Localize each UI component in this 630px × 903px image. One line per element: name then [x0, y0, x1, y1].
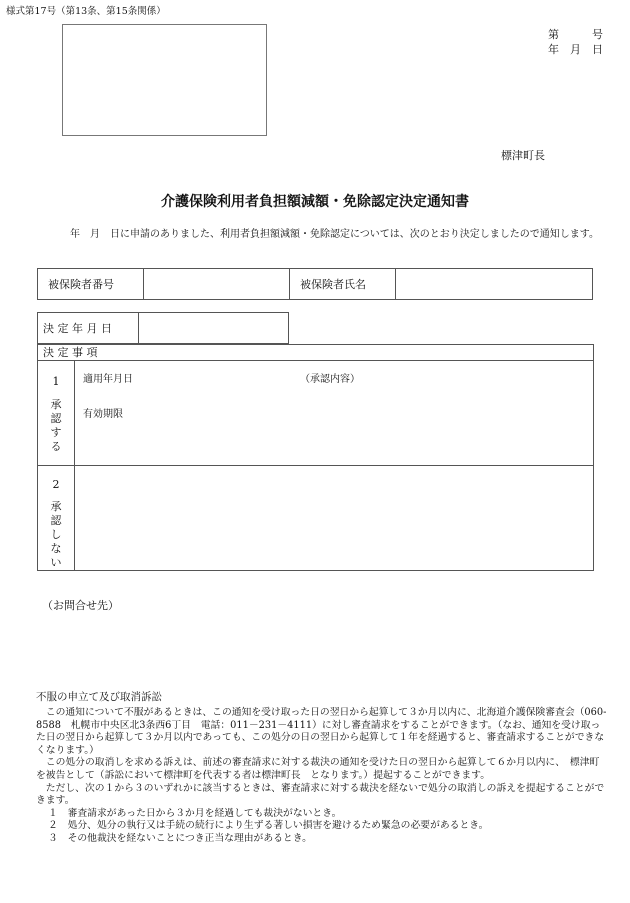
decision-date-table: [37, 312, 289, 344]
approve-row: [38, 361, 593, 466]
insured-name-value: [396, 269, 593, 300]
decision-date-value: [139, 313, 289, 344]
appeal-paragraph-3: ただし、次の１から３のいずれかに該当するときは、審査請求に対する裁決を経ないで処分の取消しの訴えを提起することができます。: [36, 782, 605, 807]
address-window-box: [62, 24, 267, 136]
document-date: 年 月 日: [548, 43, 603, 56]
decision-section: [37, 344, 594, 571]
apply-date-label: 適用年月日: [83, 374, 133, 385]
insured-number-value: [144, 269, 290, 300]
decision-date-label: 決 定 年 月 日: [38, 313, 139, 344]
appeal-paragraph-2: この処分の取消しを求める訴えは、前述の審査請求に対する裁決の通知を受けた日の翌日から起算して６か月以内に、 標津町を被告として（訴訟において標津町を代表する者は標津町長 となります。）提起することができます。: [36, 757, 600, 781]
appeal-item: １ 審査請求があった日から３か月を経過しても裁決がないとき。: [48, 807, 342, 819]
contact-label: （お問合せ先）: [42, 599, 119, 612]
reject-label: 承認しない: [50, 500, 62, 569]
insured-number-label: 被保険者番号: [38, 269, 144, 300]
reject-number: 2: [52, 478, 60, 491]
form-number: 様式第17号（第13条、第15条関係）: [6, 6, 166, 17]
approve-side-label: [38, 361, 75, 465]
appeal-text: [36, 707, 608, 846]
appeal-item: ３ その他裁決を経ないことにつき正当な理由があるとき。: [48, 832, 312, 844]
reject-side-label: [38, 466, 75, 570]
approval-content-label: （承認内容）: [300, 374, 360, 385]
validity-label: 有効期限: [83, 409, 123, 420]
appeal-paragraph-1: この通知について不服があるときは、この通知を受け取った日の翌日から起算して３か月以内に、北海道介護保険審査会（060-8588 札幌市中央区北3条西6丁目 電話：011－231－4111）に対し審査請求をすることができます。（なお、通知を受け取った日の翌日から起算して３か月以内であっても、この処分の日の翌日から起算して１年を経過すると、審査請求することができなくなります。）: [36, 707, 607, 756]
decision-header: 決 定 事 項: [38, 345, 593, 361]
document-title: 介護保険利用者負担額減額・免除認定決定通知書: [161, 194, 469, 210]
insured-name-label: 被保険者氏名: [290, 269, 396, 300]
appeal-item: ２ 処分、処分の執行又は手続の続行により生ずる著しい損害を避けるため緊急の必要があるとき。: [48, 820, 489, 832]
intro-text: 年 月 日に申請のありました、利用者負担額減額・免除認定については、次のとおり決定しましたので通知します。: [70, 229, 599, 240]
approve-label: 承認する: [50, 398, 62, 453]
appeal-title: 不服の申立て及び取消訴訟: [36, 691, 162, 703]
reject-row: [38, 466, 593, 570]
document-number: 第 号: [548, 28, 603, 41]
insured-info-table: [37, 268, 593, 300]
issuer-name: 標津町長: [501, 149, 545, 162]
approve-number: 1: [52, 375, 60, 388]
